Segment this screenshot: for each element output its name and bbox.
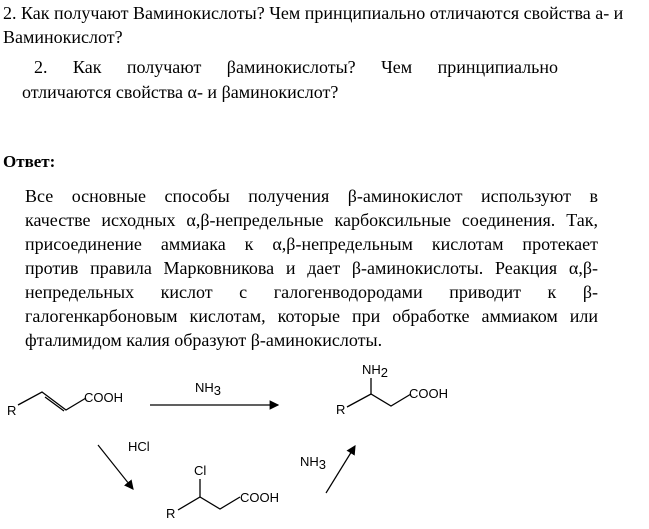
product-amine-main: NH (362, 362, 381, 377)
reaction-scheme (0, 355, 649, 529)
arrow-1-reagent-main: NH (195, 380, 214, 395)
arrow-2-reagent: HCl (128, 439, 150, 454)
intermediate-acid-label: COOH (240, 490, 279, 505)
arrow-3 (300, 446, 355, 493)
question-1-text: 2. Как получают Ваминокислоты? Чем принципиально отличаются свойства а- и Ваминокислот? (3, 3, 624, 47)
product-acid-label: COOH (409, 386, 448, 401)
start-molecule (7, 390, 123, 418)
product-molecule (336, 362, 448, 417)
answer-line: Все основные способы получения β-аминокислот используют в (25, 186, 598, 206)
product-amine-sub: 2 (380, 365, 389, 380)
answer-line: галогенкарбоновым кислотам, которые при обработке аммиаком или (25, 306, 598, 326)
intermediate-skeleton (178, 497, 240, 510)
start-skeleton (18, 392, 86, 410)
arrow-1-reagent-sub: 3 (213, 383, 222, 398)
answer-line: против правила Марковникова и дает β-аминокислоты. Реакция α,β- (25, 258, 598, 278)
arrow-2 (98, 439, 150, 489)
arrow-3-reagent-sub: 3 (318, 457, 327, 472)
arrow-3-line (326, 446, 355, 493)
question-2 (22, 55, 558, 105)
question-2-line-1: 2. Как получают βаминокислоты? Чем принципиально (34, 57, 558, 77)
product-amine-label (362, 362, 388, 380)
answer-line: фталимидом калия образуют β-аминокислоты. (25, 330, 383, 350)
start-acid-label: COOH (84, 390, 123, 405)
product-r-label: R (336, 402, 346, 417)
arrow-3-reagent-main: NH (300, 454, 319, 469)
answer-label: Ответ: (3, 152, 56, 171)
arrow-3-reagent (300, 454, 326, 472)
answer-paragraph (25, 184, 598, 352)
answer-line: качестве исходных α,β-непредельные карбоксильные соединения. Так, (25, 210, 598, 230)
start-r-label: R (7, 403, 17, 418)
question-2-line-2: отличаются свойства α- и βаминокислот? (22, 82, 339, 102)
answer-line: присоединение аммиака к α,β-непредельным кислотам протекает (25, 234, 598, 254)
intermediate-molecule (166, 463, 279, 521)
answer-line: непредельных кислот с галогенводородами приводит к β- (25, 282, 598, 302)
double-bond-line (45, 397, 64, 411)
intermediate-r-label: R (166, 506, 176, 521)
intermediate-halogen-label: Cl (194, 463, 207, 478)
product-skeleton (347, 394, 411, 407)
arrow-1 (150, 380, 278, 405)
arrow-1-reagent (195, 380, 221, 398)
